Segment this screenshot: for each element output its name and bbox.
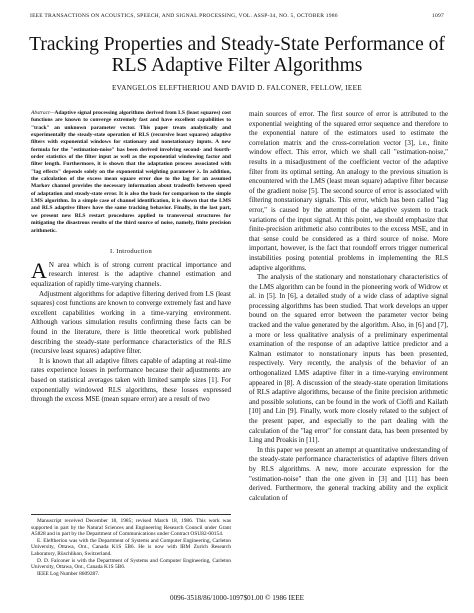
drop-cap: A — [31, 257, 47, 283]
intro-paragraph-3: It is known that all adaptive filters capable of adapting at real-time rates experience losses in performance because their adjustments are based on statistical averages taken with limited sample sizes [1]. For exponentially windowed RLS algorithms, these losses expressed through the excess MSE (mean square error) are a result of two — [31, 356, 231, 404]
footnote-log-number: IEEE Log Number 8609287. — [37, 570, 100, 577]
title-line-1: Tracking Properties and Steady-State Performance of — [29, 34, 445, 55]
left-column — [31, 110, 231, 405]
paper-title — [0, 34, 474, 76]
right-paragraph-1: main sources of error. The first source of error is attributed to the exponential weighting of the squared error sequence and therefore to the exponential nature of the estimators used to estimate the correlation matrix and the cross-correlation vector [3], i.e., finite window effect. This error, which we shall call "estimation-noise," results in a misadjustment of the coefficient vector of the adaptive filter from its optimal setting. An analogy to the previous situation is encountered with the LMS (least mean square) adaptive filter because of the gradient noise [5]. The second source of error is associated with filtering nonstationary signals. This error, which has been called "lag error," is caused by the attempt of the adaptive system to track variations of the input signal. At this point, we should emphasize that finite-precision arithmetic also contributes to the excess MSE, and in that sense could be considered as a third source of noise. More important, however, is the fact that roundoff errors trigger numerical instabilities posing potential problems in implementing the RLS adaptive algorithms. — [249, 110, 448, 272]
intro-paragraph-1 — [31, 257, 231, 290]
abstract-text: Adaptive signal processing algorithms derived from LS (least squares) cost functions are known to converge extremely fast and have excellent capabilities to "track" an unknown parameter vector. This paper treats analytically and experimentally the steady-state operation of RLS (recursive least squares) adaptive filters with exponential windows for stationary and nonstationary inputs. A new formula for the "estimation-noise" has been derived involving second- and fourth-order statistics of the filter input as well as the exponential windowing factor and filter length. Furthermore, it is shown that the adaptation process associated with "lag effects" depends solely on the exponential weighting parameter λ. In addition, the calculation of the excess mean square error due to the lag for an assumed Markov channel provides the necessary information about tradeoffs between speed of adaptation and steady-state error. It is also the basis for comparison to the simple LMS algorithm. In a simple case of channel identification, it is shown that the LMS and RLS adaptive filters have the same tracking behavior. Finally, in the last part, we present new RLS restart procedures applied to transversal structures for mitigating the disastrous results of the third source of noise, namely, finite precision arithmetic. — [31, 110, 231, 234]
footnote-manuscript: Manuscript received December 18, 1985; revised March 18, 1986. This work was supported in part by the Natural Sciences and Engineering Research Council under Grant A5828 and in part by the Department of Communications under Contract OSU82-00154. — [31, 518, 231, 538]
section-heading-introduction: I. Introduction — [109, 247, 153, 255]
copyright-footer: 0096-3518/86/1000-1097$01.00 © 1986 IEEE — [169, 594, 305, 602]
title-line-2: RLS Adaptive Filter Algorithms — [111, 55, 363, 76]
right-column — [249, 110, 448, 503]
abstract — [31, 110, 231, 235]
right-paragraph-3: In this paper we present an attempt at quantitative understanding of the steady-state performance characteristics of adaptive filters driven by RLS algorithms. A new, more accurate expression for the "estimation-noise" than the one given in [3] and [11] has been derived. Furthermore, the general tracking ability and the explicit calculation of — [249, 445, 448, 502]
footnote-author-1: E. Eleftheriou was with the Department of Systems and Computer Engineering, Carleton University, Ottawa, Ont., Canada K1S 5B6. He is now with IBM Zurich Research Laboratory, Rüschlikon, Switzerland. — [31, 537, 231, 557]
intro-paragraph-1-text: N area which is of strong current practical importance and research interest is the adaptive channel estimation and equalization of rapidly time-varying channels. — [31, 260, 231, 289]
page-number: 1097 — [432, 13, 444, 19]
abstract-label: Abstract— — [31, 110, 55, 116]
footnote-author-2: D. D. Falconer is with the Department of Systems and Computer Engineering, Carleton University, Ottawa, Ont., Canada K1S 5B6. — [31, 557, 231, 571]
intro-paragraph-2: Adjustment algorithms for adaptive filtering derived from LS (least squares) cost functions are known to converge extremely fast and have excellent capabilities working in a time-varying environment. Although various simulation results confirming these facts can be found in the literature, there is little theoretical work published describing the steady-state performance characteristics of the RLS (recursive least squares) adaptive filter. — [31, 289, 231, 356]
right-paragraph-2: The analysis of the stationary and nonstationary characteristics of the LMS algorithm can be found in the pioneering work of Widrow et al. in [5]. In [6], a detailed study of a wide class of adaptive signal processing algorithms has been studied. That work develops an upper bound on the squared error between the parameter vector being tracked and the value generated by the algorithm. Also, in [6] and [7], a more or less qualitative analysis of a preliminary experimental examination of the response of an adaptive lattice predictor and a Kalman estimator to nonstationary inputs has been presented, respectively. Very recently, the analysis of the behavior of an orthogonalized LMS adaptive filter in a time-varying environment appeared in [8]. A discussion of the steady-state operation limitations of RLS adaptive algorithms, because of the finite precision arithmetic and possible solutions, can be found in the work of Cioffi and Kailath [10] and Lin [9]. Finally, work more closely related to the subject of the present paper, and especially to the part dealing with the calculation of the "lag error" for constant data, has been presented by Ling and Proakis in [11]. — [249, 273, 448, 445]
journal-header: IEEE TRANSACTIONS ON ACOUSTICS, SPEECH, AND SIGNAL PROCESSING, VOL. ASSP-34, NO. 5, OCTOBER 1986 — [30, 13, 338, 19]
footnotes — [31, 514, 231, 577]
author-line: EVANGELOS ELEFTHERIOU AND DAVID D. FALCONER, FELLOW, IEEE — [111, 84, 362, 92]
